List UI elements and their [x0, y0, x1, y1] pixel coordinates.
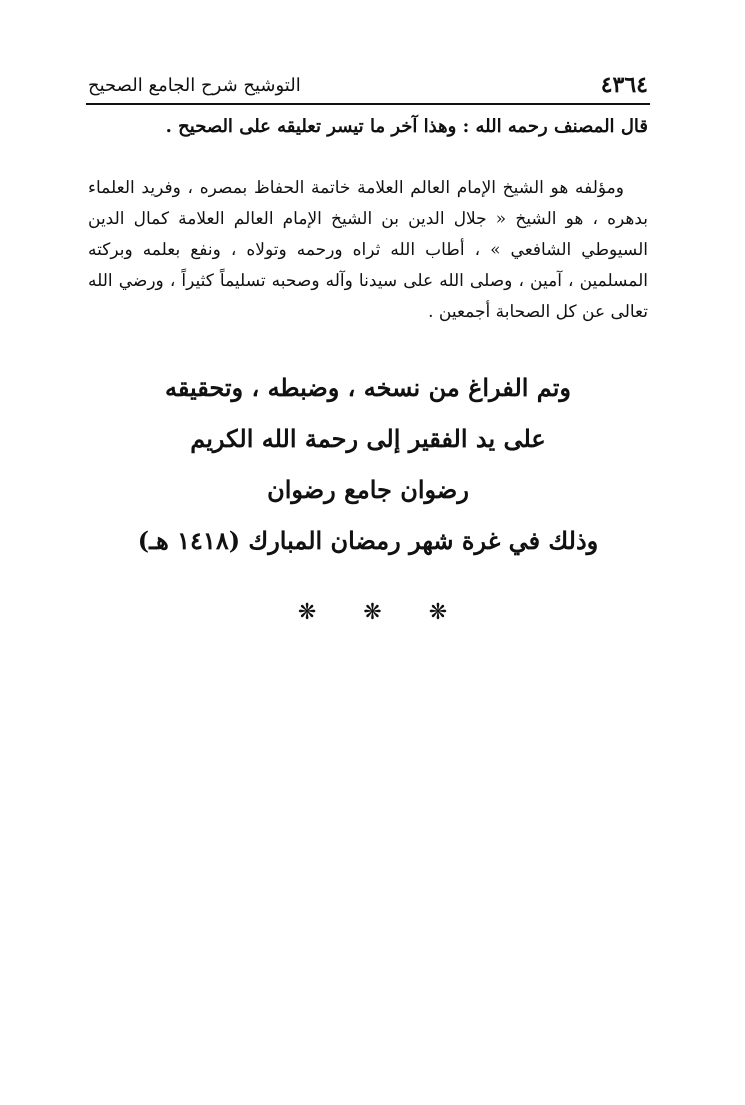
colophon-line-4: وذلك في غرة شهر رمضان المبارك (١٤١٨ هـ) [137, 526, 599, 555]
asterism-icon: ❋ [428, 600, 448, 625]
asterism-icon: ❋ [363, 600, 382, 625]
colophon-line-2: على يد الفقير إلى رحمة الله الكريم [190, 424, 546, 453]
asterism-icon: ❋ [297, 600, 317, 625]
author-paragraph: ومؤلفه هو الشيخ الإمام العالم العلامة خاتمة الحفاظ بمصره ، وفريد العلماء بدهره ، هو الشيخ « جلال الدين بن الشيخ الإمام العالم العلامة كمال الدين السيوطي الشافعي » ، أطاب الله ثراه ورحمه وتولاه ، ونفع بعلمه وبركته المسلمين ، آمين ، وصلى الله على سيدنا وآله وصحبه تسليماً كثيراً ، ورضي الله تعالى عن كل الصحابة أجمعين . [88, 178, 648, 322]
running-title: التوشيح شرح الجامع الصحيح [88, 74, 301, 96]
page-number: ٤٣٦٤ [600, 72, 648, 98]
colophon [88, 362, 648, 566]
colophon-line-1: وتم الفراغ من نسخه ، وضبطه ، وتحقيقه [164, 373, 572, 402]
running-head [88, 70, 648, 100]
closing-statement: قال المصنف رحمه الله : وهذا آخر ما تيسر تعليقه على الصحيح . [165, 116, 648, 137]
colophon-line-3: رضوان جامع رضوان [267, 475, 469, 504]
header-rule [86, 103, 650, 105]
ornament-row [0, 599, 745, 627]
